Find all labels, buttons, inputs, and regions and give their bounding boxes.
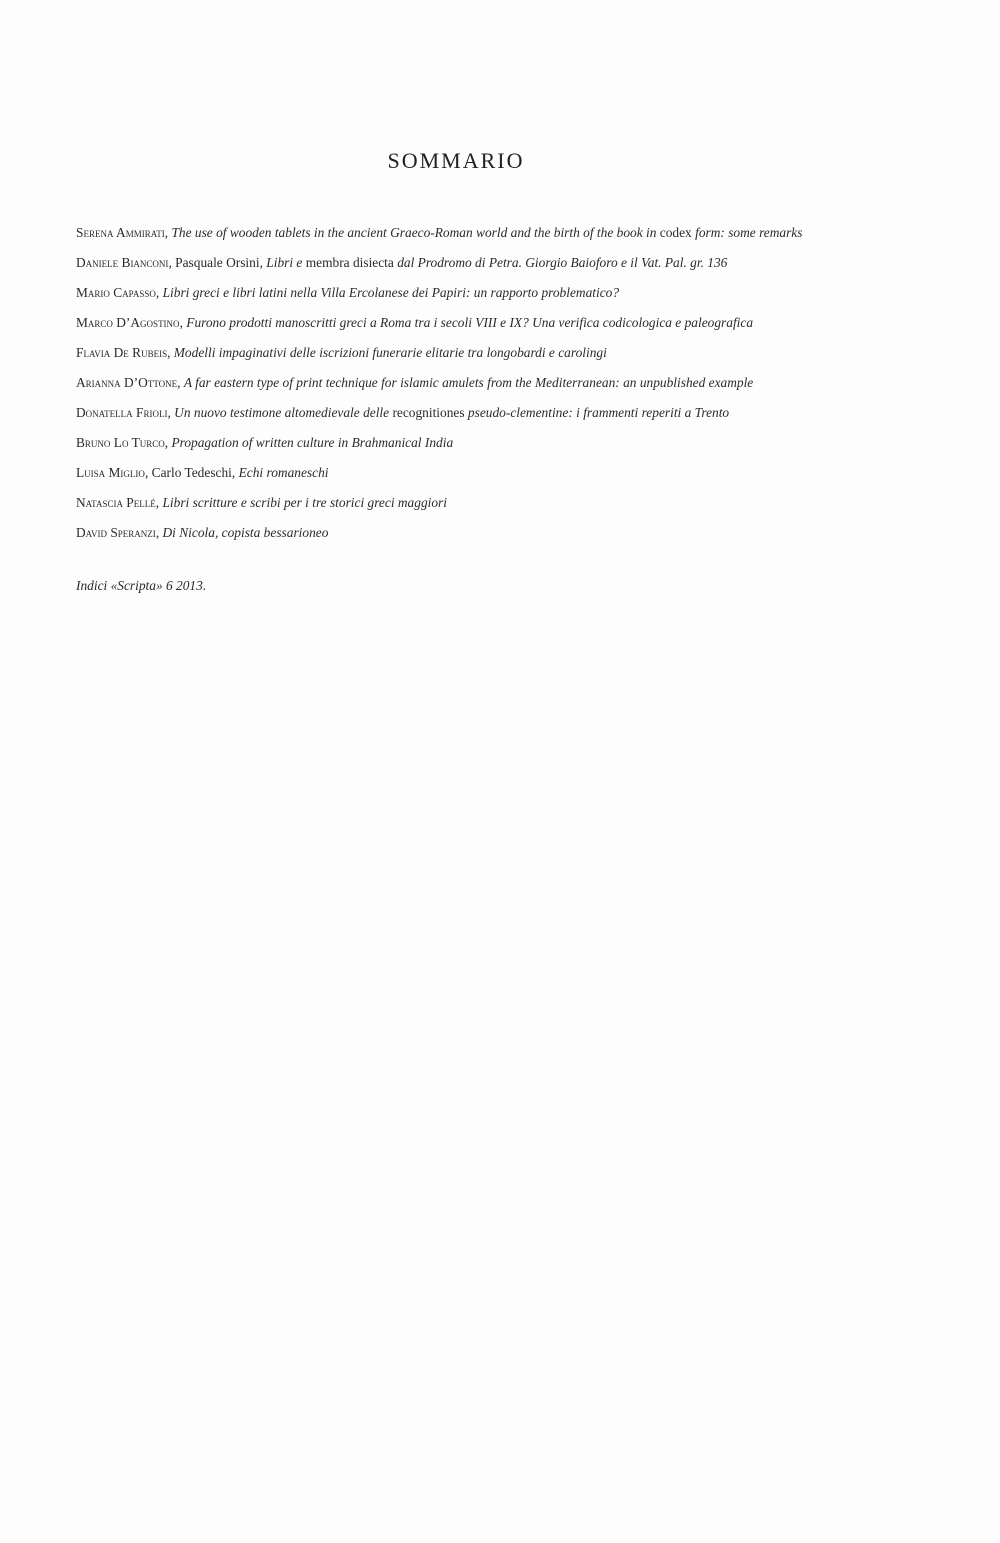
entry-author: Mario Capasso (76, 285, 156, 300)
entry-author: Marco D’Agostino (76, 315, 180, 330)
entry-title-segment: The use of wooden tablets in the ancient Graeco-Roman world and the birth of the book in (171, 225, 660, 240)
entry-title-segment: membra disiecta (305, 255, 394, 270)
entry-title-segment: Un nuovo testimone altomedievale delle (174, 405, 393, 420)
entry-title-segment: Furono prodotti manoscritti greci a Roma tra i secoli VIII e IX? Una verifica codicologica e paleografica (186, 315, 754, 330)
entry-title-segment: pseudo-clementine: i frammenti reperiti a Trento (464, 405, 730, 420)
entry-title-segment: Libri greci e libri latini nella Villa Ercolanese dei Papiri: un rapporto problematico? (162, 285, 620, 300)
entry-title-segment: Modelli impaginativi delle iscrizioni funerarie elitarie tra longobardi e carolingi (173, 345, 607, 360)
entry-author: Serena Ammirati (76, 225, 165, 240)
entry-title-segment: codex (659, 225, 692, 240)
toc-entry: Natascia Pellé, Libri scritture e scribi per i tre storici greci maggiori (76, 495, 447, 510)
toc-entry: Marco D’Agostino, Furono prodotti manoscritti greci a Roma tra i secoli VIII e IX? Una verifica codicologica e paleografica (76, 315, 754, 330)
entry-title-segment: Libri (266, 255, 294, 270)
entry-author: Arianna D’Ottone (76, 375, 178, 390)
entry-title-segment: Propagation of written culture in Brahmanical India (171, 435, 454, 450)
entry-title-segment: Di Nicola, copista bessarioneo (162, 525, 329, 540)
entry-coauthor: Pasquale Orsini (175, 255, 260, 270)
toc-entry: Daniele Bianconi, Pasquale Orsini, Libri e membra disiecta dal Prodromo di Petra. Giorgio Baioforo e il Vat. Pal. gr. 136 (76, 255, 728, 270)
entry-author: Bruno Lo Turco (76, 435, 165, 450)
entry-author: Natascia Pellé (76, 495, 156, 510)
entry-author: David Speranzi (76, 525, 156, 540)
entry-title-segment: dal Prodromo di Petra. Giorgio Baioforo e il Vat. Pal. gr. 136 (393, 255, 728, 270)
toc-entry: Serena Ammirati, The use of wooden tablets in the ancient Graeco-Roman world and the birth of the book in codex form: some remarks (76, 225, 803, 240)
toc-entry: Donatella Frioli, Un nuovo testimone altomedievale delle recognitiones pseudo-clementine: i frammenti reperiti a Trento (76, 405, 730, 420)
toc-entry: Arianna D’Ottone, A far eastern type of print technique for islamic amulets from the Mediterranean: an unpublished example (76, 375, 754, 390)
entry-title-segment: A far eastern type of print technique for islamic amulets from the Mediterranean: an unpublished example (183, 375, 754, 390)
toc-entry: Mario Capasso, Libri greci e libri latini nella Villa Ercolanese dei Papiri: un rapporto problematico? (76, 285, 620, 300)
entry-title-segment: e (293, 255, 306, 270)
toc-entry: Luisa Miglio, Carlo Tedeschi, Echi romaneschi (76, 465, 329, 480)
entry-author: Daniele Bianconi (76, 255, 169, 270)
entry-title-segment: Libri scritture e scribi per i tre storici greci maggiori (162, 495, 447, 510)
toc-entry: Bruno Lo Turco, Propagation of written culture in Brahmanical India (76, 435, 454, 450)
toc-entry: Flavia De Rubeis, Modelli impaginativi delle iscrizioni funerarie elitarie tra longobardi e carolingi (76, 345, 607, 360)
toc-entry: David Speranzi, Di Nicola, copista bessarioneo (76, 525, 329, 540)
entry-title-segment: Echi romaneschi (238, 465, 329, 480)
entry-author: Flavia De Rubeis (76, 345, 168, 360)
entry-author: Luisa Miglio (76, 465, 145, 480)
page-title: SOMMARIO (387, 148, 525, 173)
entry-title-segment: form: some remarks (691, 225, 803, 240)
index-note: Indici «Scripta» 6 2013. (76, 578, 207, 593)
entry-title-segment: recognitiones (392, 405, 465, 420)
table-of-contents (76, 218, 976, 548)
entry-coauthor: Carlo Tedeschi (151, 465, 232, 480)
entry-author: Donatella Frioli (76, 405, 168, 420)
